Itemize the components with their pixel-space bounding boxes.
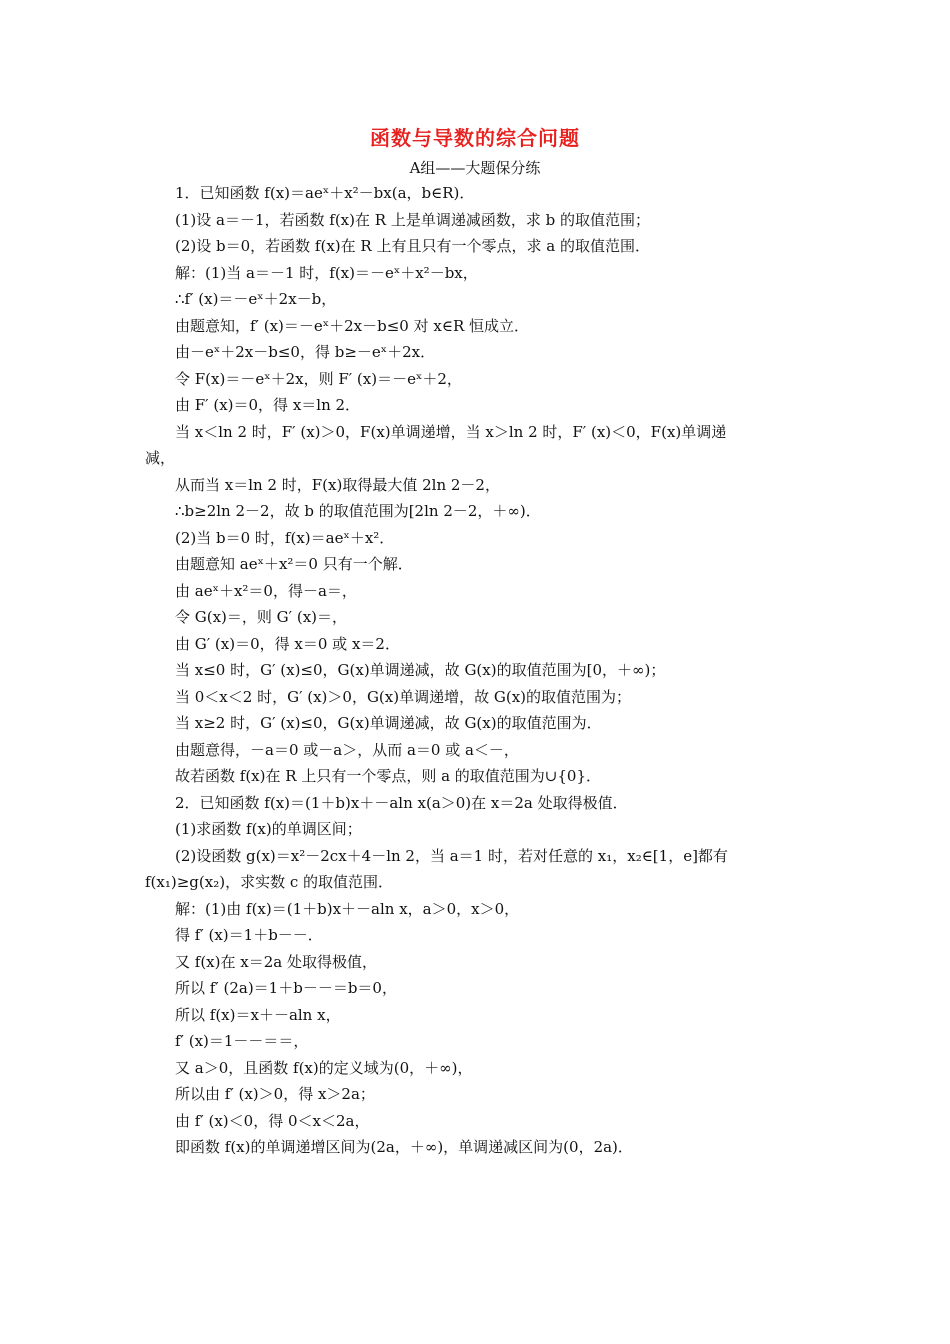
text-line: 由题意知 aeˣ＋x²＝0 只有一个解． — [175, 555, 413, 573]
text-line: (1)求函数 f(x)的单调区间； — [175, 820, 362, 838]
text-line: 当 x≤0 时，G′ (x)≤0，G(x)单调递减，故 G(x)的取值范围为[0，＋∞)； — [175, 661, 666, 679]
text-line: (2)设 b＝0，若函数 f(x)在 R 上有且只有一个零点，求 a 的取值范围． — [175, 237, 650, 255]
text-line: 当 x≥2 时，G′ (x)≤0，G(x)单调递减，故 G(x)的取值范围为． — [175, 714, 602, 732]
text-line: 由题意得，－a＝0 或－a＞，从而 a＝0 或 a＜－， — [175, 740, 519, 759]
text-line: ∴b≥2ln 2－2，故 b 的取值范围为[2ln 2－2，＋∞)． — [175, 502, 541, 520]
text-line: 即函数 f(x)的单调递增区间为(2a，＋∞)，单调递减区间为(0，2a)． — [175, 1138, 633, 1156]
text-line: (2)当 b＝0 时，f(x)＝aeˣ＋x²． — [175, 528, 395, 547]
text-line: 由 G′ (x)＝0，得 x＝0 或 x＝2． — [175, 634, 400, 653]
text-line: 得 f′ (x)＝1＋b－－． — [175, 926, 323, 944]
page-title: 函数与导数的综合问题 — [370, 126, 580, 150]
text-line: 减， — [145, 449, 176, 467]
section-subtitle: A组——大题保分练 — [409, 159, 541, 177]
text-line: 又 a＞0，且函数 f(x)的定义域为(0，＋∞)， — [175, 1058, 473, 1077]
text-line: ∴f′ (x)＝－eˣ＋2x－b， — [175, 290, 337, 308]
text-line: 解：(1)当 a＝－1 时，f(x)＝－eˣ＋x²－bx， — [175, 263, 478, 282]
text-line: 又 f(x)在 x＝2a 处取得极值， — [175, 952, 377, 971]
text-line: 所以 f′ (2a)＝1＋b－－＝b＝0， — [175, 979, 397, 997]
text-line: (1)设 a＝－1，若函数 f(x)在 R 上是单调递减函数，求 b 的取值范围； — [175, 210, 650, 229]
text-line: 由题意知，f′ (x)＝－eˣ＋2x－b≤0 对 x∈R 恒成立． — [175, 316, 530, 335]
text-line: (2)设函数 g(x)＝x²－2cx＋4－ln 2，当 a＝1 时，若对任意的 x₁，x₂∈[1，e]都有 — [175, 846, 728, 865]
text-line: 令 F(x)＝－eˣ＋2x，则 F′ (x)＝－eˣ＋2， — [175, 369, 462, 388]
text-line: 由 F′ (x)＝0，得 x＝ln 2． — [175, 396, 361, 414]
text-line: 1．已知函数 f(x)＝aeˣ＋x²－bx(a，b∈R)． — [175, 184, 475, 202]
text-line: f′ (x)＝1－－＝＝， — [175, 1032, 309, 1050]
text-line: 2．已知函数 f(x)＝(1＋b)x＋－aln x(a＞0)在 x＝2a 处取得极值． — [175, 793, 628, 812]
text-line: 当 0＜x＜2 时，G′ (x)＞0，G(x)单调递增，故 G(x)的取值范围为； — [175, 687, 632, 706]
text-line: 所以 f(x)＝x＋－aln x， — [175, 1005, 341, 1024]
text-line: 故若函数 f(x)在 R 上只有一个零点，则 a 的取值范围为∪{0}． — [175, 767, 601, 785]
document-body — [145, 180, 810, 1161]
text-line: 从而当 x＝ln 2 时，F(x)取得最大值 2ln 2－2， — [175, 475, 500, 494]
text-line: 由－eˣ＋2x－b≤0，得 b≥－eˣ＋2x． — [175, 343, 436, 361]
text-line: 当 x＜ln 2 时，F′ (x)＞0，F(x)单调递增，当 x＞ln 2 时，F′ (x)＜0，F(x)单调递 — [175, 422, 727, 441]
text-line: 由 f′ (x)＜0，得 0＜x＜2a， — [175, 1111, 370, 1130]
text-line: 令 G(x)＝，则 G′ (x)＝， — [175, 608, 348, 626]
text-line: 解：(1)由 f(x)＝(1＋b)x＋－aln x，a＞0，x＞0， — [175, 899, 520, 918]
text-line: 所以由 f′ (x)＞0，得 x＞2a； — [175, 1085, 375, 1103]
text-line: 由 aeˣ＋x²＝0，得－a＝， — [175, 581, 357, 600]
text-line: f(x₁)≥g(x₂)，求实数 c 的取值范围． — [145, 873, 394, 891]
